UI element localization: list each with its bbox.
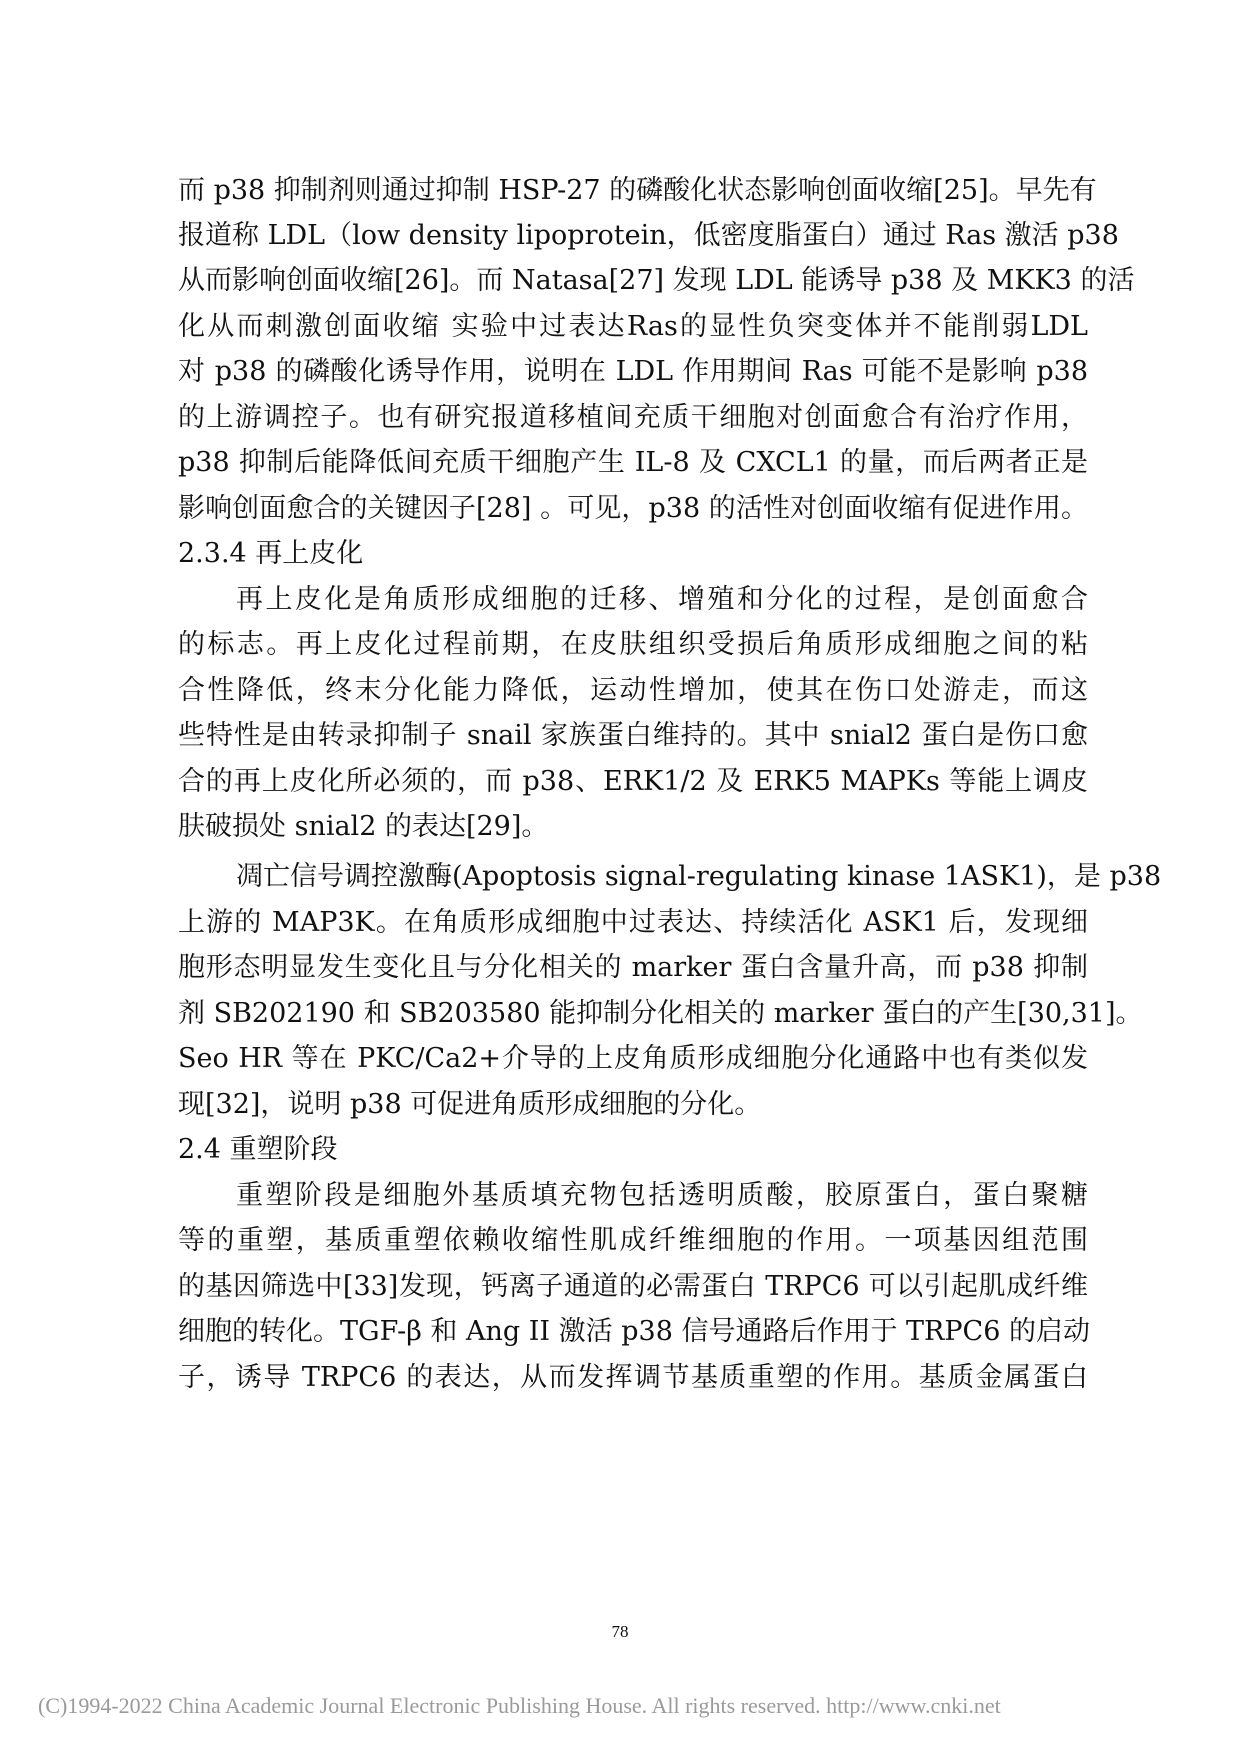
text-line: p38 抑制后能降低间充质干细胞产生 IL-8 及 CXCL1 的量，而后两者正是 [178, 447, 1088, 478]
page-number: 78 [611, 1622, 629, 1641]
text-line: 细胞的转化。TGF-β 和 Ang II 激活 p38 信号通路后作用于 TRPC6 的启动 [178, 1316, 1090, 1347]
text-line: 剂 SB202190 和 SB203580 能抑制分化相关的 marker 蛋白的产生[30,31]。 [178, 998, 1143, 1029]
text-line: 子，诱导 TRPC6 的表达，从而发挥调节基质重塑的作用。基质金属蛋白 [178, 1362, 1088, 1393]
text-line: 上游的 MAP3K。在角质形成细胞中过表达、持续活化 ASK1 后，发现细 [178, 907, 1088, 938]
text-line: 而 p38 抑制剂则通过抑制 HSP-27 的磷酸化状态影响创面收缩[25]。早先有 [178, 175, 1097, 206]
section-heading: 2.3.4 再上皮化 [178, 538, 364, 569]
text-line: 些特性是由转录抑制子 snail 家族蛋白维持的。其中 snial2 蛋白是伤口愈 [178, 720, 1088, 751]
text-line: 化从而刺激创面收缩 实验中过表达Ras的显性负突变体并不能削弱LDL [178, 311, 1088, 342]
text-line: 合的再上皮化所必须的，而 p38、ERK1/2 及 ERK5 MAPKs 等能上调皮 [178, 766, 1088, 797]
text-line: 现[32]，说明 p38 可促进角质形成细胞的分化。 [178, 1089, 762, 1120]
text-line: 从而影响创面收缩[26]。而 Natasa[27] 发现 LDL 能诱导 p38 及 MKK3 的活 [178, 265, 1135, 296]
text-line: 的标志。再上皮化过程前期，在皮肤组织受损后角质形成细胞之间的粘 [178, 629, 1088, 660]
text-line: 再上皮化是角质形成细胞的迁移、增殖和分化的过程，是创面愈合 [236, 584, 1088, 615]
text-line: 对 p38 的磷酸化诱导作用，说明在 LDL 作用期间 Ras 可能不是影响 p38 [178, 356, 1088, 387]
text-line: 影响创面愈合的关键因子[28] 。可见，p38 的活性对创面收缩有促进作用。 [178, 493, 1088, 524]
text-line: 肤破损处 snial2 的表达[29]。 [178, 811, 549, 842]
text-line: 的上游调控子。也有研究报道移植间充质干细胞对创面愈合有治疗作用， [178, 402, 1088, 433]
text-line: 合性降低，终末分化能力降低，运动性增加，使其在伤口处游走，而这 [178, 675, 1088, 706]
text-line: 报道称 LDL（low density lipoprotein，低密度脂蛋白）通过 Ras 激活 p38 [178, 220, 1119, 251]
text-line: Seo HR 等在 PKC/Ca2+介导的上皮角质形成细胞分化通路中也有类似发 [178, 1043, 1088, 1074]
text-line: 等的重塑，基质重塑依赖收缩性肌成纤维细胞的作用。一项基因组范围 [178, 1225, 1088, 1256]
text-line: 凋亡信号调控激酶(Apoptosis signal-regulating kinase 1ASK1)，是 p38 [236, 861, 1162, 892]
section-heading: 2.4 重塑阶段 [178, 1134, 338, 1165]
text-line: 胞形态明显发生变化且与分化相关的 marker 蛋白含量升高，而 p38 抑制 [178, 952, 1088, 983]
copyright-footer: (C)1994-2022 China Academic Journal Electronic Publishing House. All rights reserved. http://www.cnki.net [38, 1693, 1001, 1718]
text-line: 的基因筛选中[33]发现，钙离子通道的必需蛋白 TRPC6 可以引起肌成纤维 [178, 1271, 1088, 1302]
text-line: 重塑阶段是细胞外基质填充物包括透明质酸，胶原蛋白，蛋白聚糖 [236, 1180, 1088, 1211]
